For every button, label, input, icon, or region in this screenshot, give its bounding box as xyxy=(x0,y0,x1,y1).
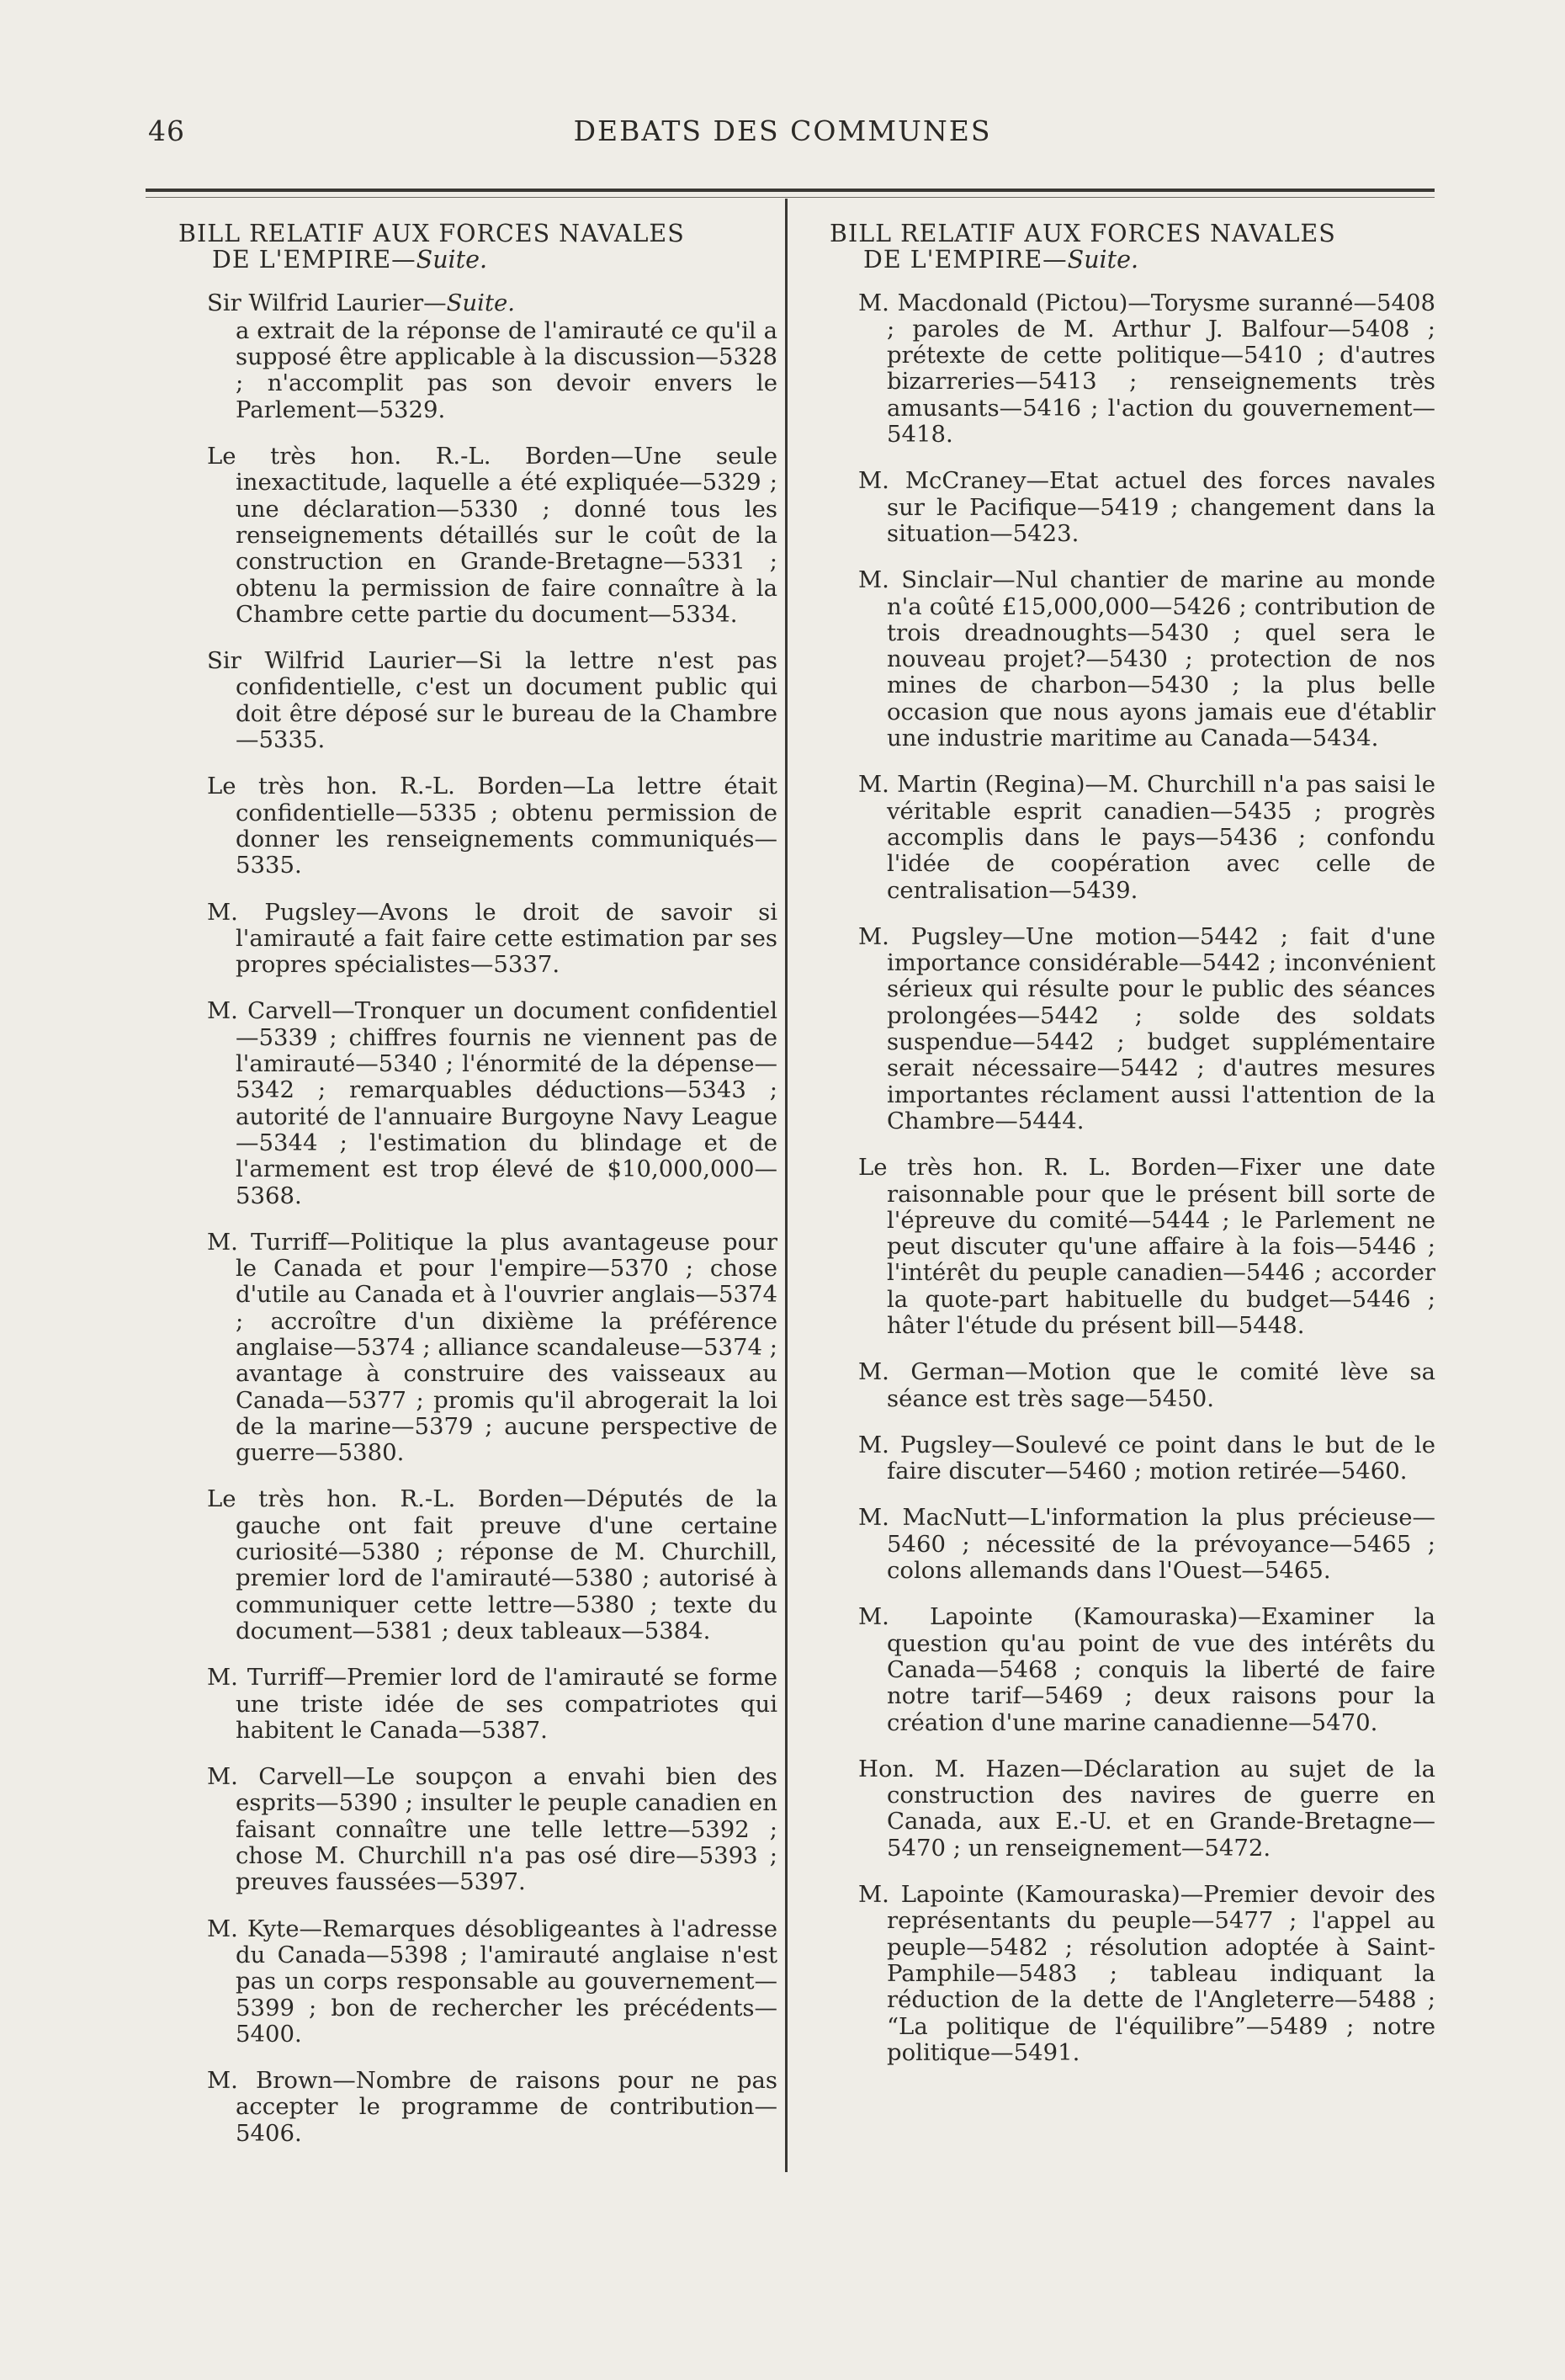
left-heading-line2: DE L'EMPIRE— xyxy=(212,246,416,274)
entry-text: M. Brown—Nombre de raisons pour ne pas accepter le programme de contribution—5406. xyxy=(207,2067,777,2147)
index-entry xyxy=(207,1764,777,1895)
index-entry xyxy=(858,1155,1435,1339)
entry-text: M. Martin (Regina)—M. Churchill n'a pas saisi le véritable esprit canadien—5435 ; progrès accomplis dans le pays—5436 ; confondu l'idée de coopération avec celle de centralisation—5439. xyxy=(858,771,1435,904)
entry-text: M. MacNutt—L'information la plus précieuse—5460 ; nécessité de la prévoyance—5465 ; colons allemands dans l'Ouest—5465. xyxy=(858,1504,1435,1585)
entry-text: Hon. M. Hazen—Déclaration au sujet de la construction des navires de guerre en Canada, aux E.-U. et en Grande-Bretagne—5470 ; un renseignement—5472. xyxy=(858,1755,1435,1862)
index-entry xyxy=(207,648,777,753)
index-entry xyxy=(207,900,777,979)
right-heading-line1: BILL RELATIF AUX FORCES NAVALES xyxy=(830,220,1336,247)
index-entry xyxy=(858,1882,1435,2066)
left-column-heading xyxy=(178,220,777,274)
index-entry xyxy=(858,772,1435,903)
entry-text: M. Turriff—Premier lord de l'amirauté se forme une triste idée de ses compatriotes qui habitent le Canada—5387. xyxy=(207,1664,777,1744)
left-heading-line1: BILL RELATIF AUX FORCES NAVALES xyxy=(178,220,685,247)
entry-text: M. Turriff—Politique la plus avantageuse pour le Canada et pour l'empire—5370 ; chose d'utile au Canada et à l'ouvrier anglais—5374 ; accroître d'un dixième la préférence anglaise—5374 ; alliance scandaleuse—5374 ; avantage à construire des vaisseaux au Canada—5377 ; promis qu'il abrogerait la loi de la marine—5379 ; aucune perspective de guerre—5380. xyxy=(207,1228,777,1467)
entry-text: M. German—Motion que le comité lève sa séance est très sage—5450. xyxy=(858,1358,1435,1412)
index-entry xyxy=(207,773,777,879)
index-entry xyxy=(207,444,777,628)
index-entry xyxy=(207,1665,777,1744)
entry-text: Sir Wilfrid Laurier—Si la lettre n'est pas confidentielle, c'est un document public qui doit être déposé sur le bureau de la Chambre—5335. xyxy=(207,647,777,754)
left-column xyxy=(178,220,777,2167)
index-entry xyxy=(858,924,1435,1134)
index-entry xyxy=(207,1230,777,1467)
entry-text: M. Carvell—Le soupçon a envahi bien des esprits—5390 ; insulter le peuple canadien en faisant connaître une telle lettre—5392 ; chose M. Churchill n'a pas osé dire—5393 ; preuves faussées—5397. xyxy=(207,1763,777,1896)
column-divider xyxy=(785,199,788,2172)
entry-text: Le très hon. R.-L. Borden—Députés de la gauche ont fait preuve d'une certaine curiosité—5380 ; réponse de M. Churchill, premier lord de l'amirauté—5380 ; autorisé à communiquer cette lettre—5380 ; texte du document—5381 ; deux tableaux—5384. xyxy=(207,1485,777,1644)
index-entry xyxy=(858,1756,1435,1862)
right-heading-suite: Suite. xyxy=(1067,246,1139,274)
entry-text: M. Lapointe (Kamouraska)—Examiner la question qu'au point de vue des intérêts du Canada—5468 ; conquis la liberté de faire notre tarif—5469 ; deux raisons pour la création d'une marine canadienne—5470. xyxy=(858,1603,1435,1736)
index-entry xyxy=(858,468,1435,547)
header-rule-thick xyxy=(146,189,1435,192)
entry-text: Le très hon. R.-L. Borden—La lettre était confidentielle—5335 ; obtenu permission de donner les renseignements communiqués—5335. xyxy=(207,773,777,879)
page-number: 46 xyxy=(148,114,185,147)
lead-speaker-name: Sir Wilfrid Laurier— xyxy=(207,289,447,316)
header-rule-thin xyxy=(146,197,1435,198)
index-entry xyxy=(858,1604,1435,1735)
lead-suite-label: Suite. xyxy=(446,289,516,316)
lead-in-speaker xyxy=(207,290,777,316)
index-entry xyxy=(207,998,777,1209)
running-title: DEBATS DES COMMUNES xyxy=(573,114,992,147)
entry-text: M. Carvell—Tronquer un document confidentiel—5339 ; chiffres fournis ne viennent pas de l'amirauté—5340 ; l'énormité de la dépense—5342 ; remarquables déductions—5343 ; autorité de l'annuaire Burgoyne Navy League—5344 ; l'estimation du blindage et de l'armement est trop élevé de $10,000,000—5368. xyxy=(207,997,777,1209)
right-column xyxy=(830,220,1435,2086)
entry-text: Le très hon. R.-L. Borden—Une seule inexactitude, laquelle a été expliquée—5329 ; une déclaration—5330 ; donné tous les renseignements détaillés sur le coût de la construction en Grande-Bretagne—5331 ; obtenu la permission de faire connaître à la Chambre cette partie du document—5334. xyxy=(207,443,777,628)
entry-text: Le très hon. R. L. Borden—Fixer une date raisonnable pour que le présent bill sorte de l'épreuve du comité—5444 ; le Parlement ne peut discuter qu'une affaire à la fois—5446 ; l'intérêt du peuple canadien—5446 ; accorder la quote-part habituelle du budget—5446 ; hâter l'étude du présent bill—5448. xyxy=(858,1154,1435,1339)
right-heading-line2: DE L'EMPIRE— xyxy=(863,246,1068,274)
left-heading-suite: Suite. xyxy=(416,246,488,274)
entry-text: M. McCraney—Etat actuel des forces navales sur le Pacifique—5419 ; changement dans la situation—5423. xyxy=(858,467,1435,547)
index-entry xyxy=(207,2068,777,2147)
entry-text: M. Pugsley—Une motion—5442 ; fait d'une importance considérable—5442 ; inconvénient sérieux qui résulte pour le public des séances prolongées—5442 ; solde des soldats suspendue—5442 ; budget supplémentaire serait nécessaire—5442 ; d'autres mesures importantes réclament aussi l'attention de la Chambre—5444. xyxy=(858,922,1435,1134)
index-entry xyxy=(858,567,1435,752)
entry-text: M. Macdonald (Pictou)—Torysme suranné—5408 ; paroles de M. Arthur J. Balfour—5408 ; prétexte de cette politique—5410 ; d'autres bizarreries—5413 ; renseignements très amusants—5416 ; l'action du gouvernement—5418. xyxy=(858,289,1435,449)
entry-text: M. Sinclair—Nul chantier de marine au monde n'a coûté £15,000,000—5426 ; contribution de trois dreadnoughts—5430 ; quel sera le nouveau projet?—5430 ; protection de nos mines de charbon—5430 ; la plus belle occasion que nous ayons jamais eue d'établir une industrie maritime au Canada—5434. xyxy=(858,566,1435,752)
entry-text: M. Lapointe (Kamouraska)—Premier devoir des représentants du peuple—5477 ; l'appel au peuple—5482 ; résolution adoptée à Saint-Pamphile—5483 ; tableau indiquant la réduction de la dette de l'Angleterre—5488 ; “La politique de l'équilibre”—5489 ; notre politique—5491. xyxy=(858,1881,1435,2066)
index-entry xyxy=(207,1486,777,1644)
lead-in-text: a extrait de la réponse de l'amirauté ce qu'il a supposé être applicable à la discussion—5328 ; n'accomplit pas son devoir envers le Parlement—5329. xyxy=(236,316,777,423)
index-entry xyxy=(858,1432,1435,1485)
index-entry xyxy=(207,1916,777,2048)
entry-text: M. Pugsley—Soulevé ce point dans le but de le faire discuter—5460 ; motion retirée—5460. xyxy=(858,1431,1435,1485)
index-entry xyxy=(858,1505,1435,1584)
right-column-heading xyxy=(830,220,1435,274)
index-entry xyxy=(858,290,1435,449)
entry-text: M. Kyte—Remarques désobligeantes à l'adresse du Canada—5398 ; l'amirauté anglaise n'est pas un corps responsable au gouvernement—5399 ; bon de rechercher les précédents—5400. xyxy=(207,1915,777,2048)
index-entry xyxy=(858,1359,1435,1412)
entry-text: M. Pugsley—Avons le droit de savoir si l'amirauté a fait faire cette estimation par ses propres spécialistes—5337. xyxy=(207,898,777,979)
